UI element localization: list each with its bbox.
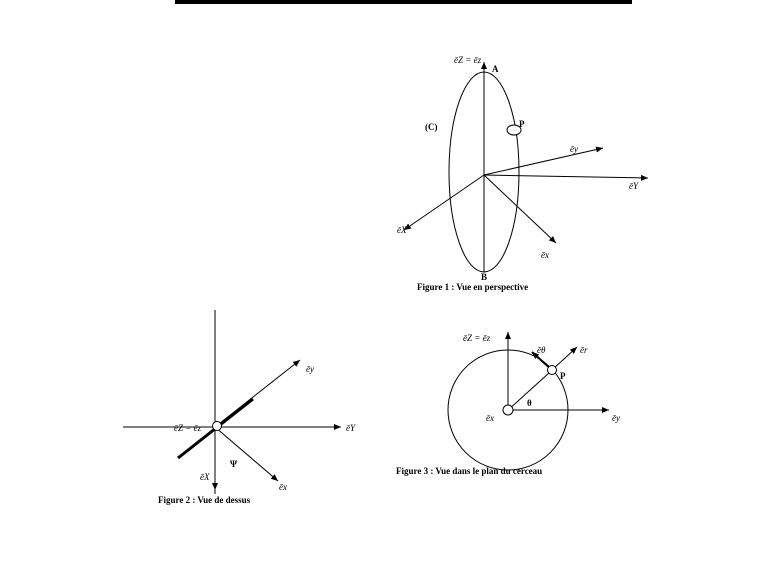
fig1-label-eZ: ēZ = ēz xyxy=(454,55,482,65)
fig1-label-ex: ēx xyxy=(541,250,549,260)
figure-2 xyxy=(123,310,356,505)
fig1-label-eX: ēX xyxy=(397,225,407,235)
fig1-axis-eX xyxy=(404,175,484,230)
fig3-label-eZ: ēZ = ēz xyxy=(463,333,491,343)
fig3-label-ex: ēx xyxy=(486,413,494,423)
fig2-origin xyxy=(213,422,222,431)
fig3-label-etheta: ēθ xyxy=(537,345,546,355)
fig2-axis-ey xyxy=(215,360,300,427)
fig2-label-eX: ēX xyxy=(200,472,210,482)
fig3-origin xyxy=(503,405,513,415)
fig3-caption: Figure 3 : Vue dans le plan du cerceau xyxy=(396,466,543,476)
fig3-label-ey: ēy xyxy=(612,413,620,423)
fig1-label-B: B xyxy=(481,272,488,282)
fig1-axis-eY xyxy=(484,175,648,178)
fig2-caption: Figure 2 : Vue de dessus xyxy=(158,495,251,505)
fig1-label-ey: ēy xyxy=(570,144,578,154)
figure-3 xyxy=(396,332,620,476)
fig2-axis-ex xyxy=(215,427,278,481)
fig1-label-A: A xyxy=(492,64,499,74)
fig3-point-P xyxy=(548,366,557,375)
fig2-label-eZ: ēZ = ēz xyxy=(174,423,202,433)
fig3-label-P: P xyxy=(560,371,566,381)
fig1-caption: Figure 1 : Vue en perspective xyxy=(417,282,529,292)
fig1-axis-ex xyxy=(484,175,556,243)
fig1-axis-ey xyxy=(484,148,603,175)
fig3-label-theta: θ xyxy=(527,398,532,408)
figure-1 xyxy=(397,55,648,292)
fig2-label-eY: ēY xyxy=(346,423,355,433)
top-bar xyxy=(175,0,632,4)
fig2-label-ey: ēy xyxy=(306,364,314,374)
fig3-label-er: ēr xyxy=(580,345,588,355)
fig1-label-P: P xyxy=(519,119,525,129)
fig1-label-C: (C) xyxy=(425,122,438,132)
fig1-label-eY: ēY xyxy=(629,181,638,191)
fig2-label-ex: ēx xyxy=(279,482,287,492)
fig3-vector-er xyxy=(552,347,577,370)
fig2-label-psi: Ψ xyxy=(230,459,238,469)
